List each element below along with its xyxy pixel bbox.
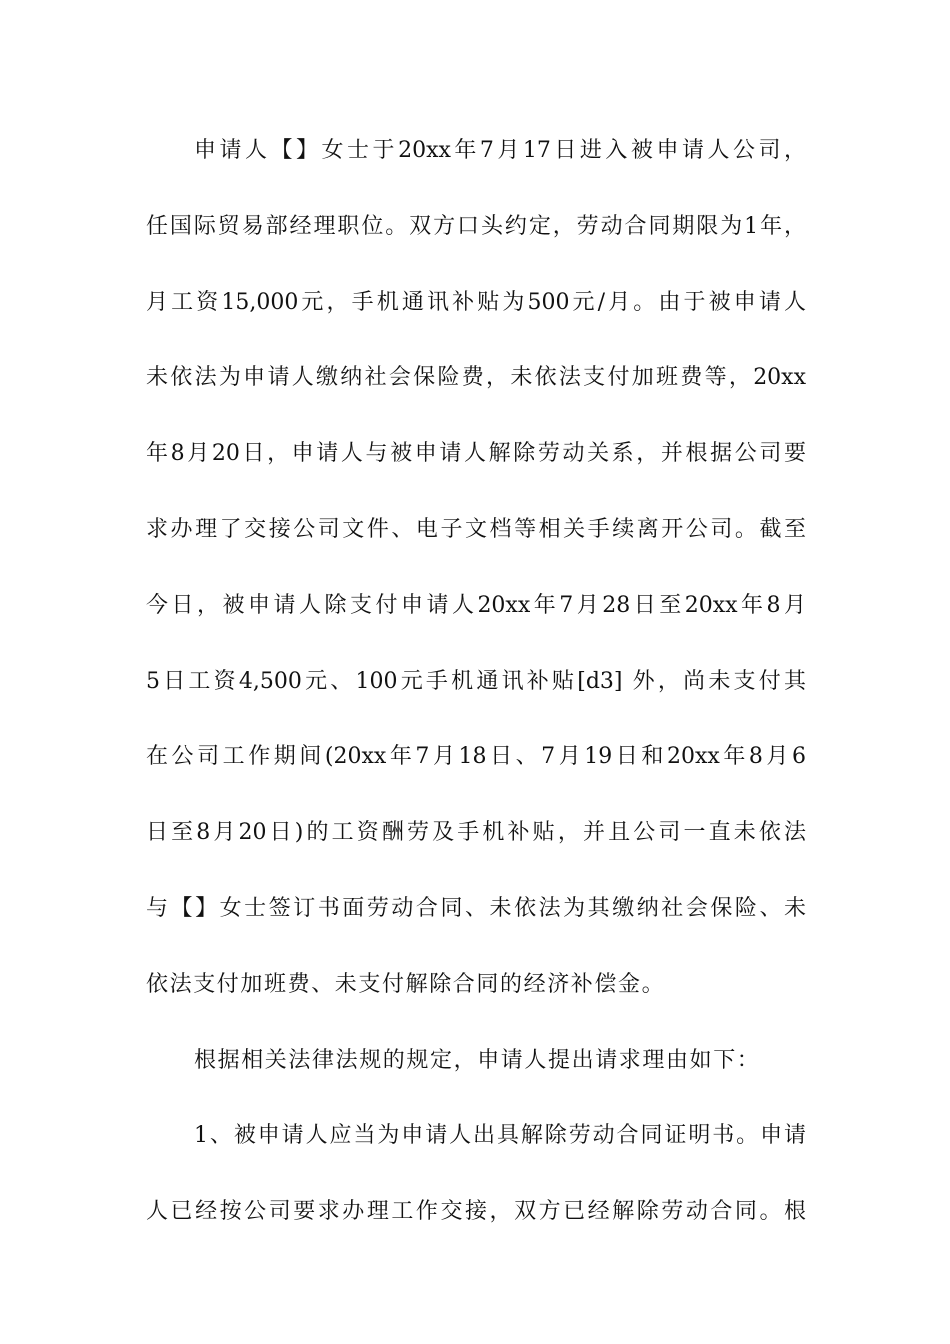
paragraph-line: 年8月20日，申请人与被申请人解除劳动关系，并根据公司要 (146, 441, 806, 467)
paragraph-line: 人已经按公司要求办理工作交接，双方已经解除劳动合同。根 (146, 1199, 806, 1225)
paragraph-line: 5日工资4,500元、100元手机通讯补贴[d3] 外，尚未支付其 (146, 668, 806, 694)
paragraph-line: 根据相关法律法规的规定，申请人提出请求理由如下： (194, 1047, 761, 1073)
paragraph-line: 在公司工作期间(20xx年7月18日、7月19日和20xx年8月6 (146, 744, 806, 770)
paragraph-line: 与【】女士签订书面劳动合同、未依法为其缴纳社会保险、未 (146, 895, 806, 921)
paragraph-line: 1、被申请人应当为申请人出具解除劳动合同证明书。申请 (194, 1123, 806, 1149)
paragraph-line: 日至8月20日)的工资酬劳及手机补贴，并且公司一直未依法 (146, 820, 806, 846)
paragraph-line: 任国际贸易部经理职位。双方口头约定，劳动合同期限为1年， (146, 213, 806, 239)
paragraph-line: 求办理了交接公司文件、电子文档等相关手续离开公司。截至 (146, 516, 806, 542)
paragraph-line: 今日，被申请人除支付申请人20xx年7月28日至20xx年8月 (146, 592, 806, 618)
paragraph-line: 月工资15,000元，手机通讯补贴为500元/月。由于被申请人 (146, 289, 806, 315)
paragraph-line: 未依法为申请人缴纳社会保险费，未依法支付加班费等，20xx (146, 365, 806, 391)
body-text (146, 126, 806, 1263)
paragraph-line: 依法支付加班费、未支付解除合同的经济补偿金。 (146, 971, 666, 997)
paragraph-line: 申请人【】女士于20xx年7月17日进入被申请人公司， (194, 138, 806, 163)
